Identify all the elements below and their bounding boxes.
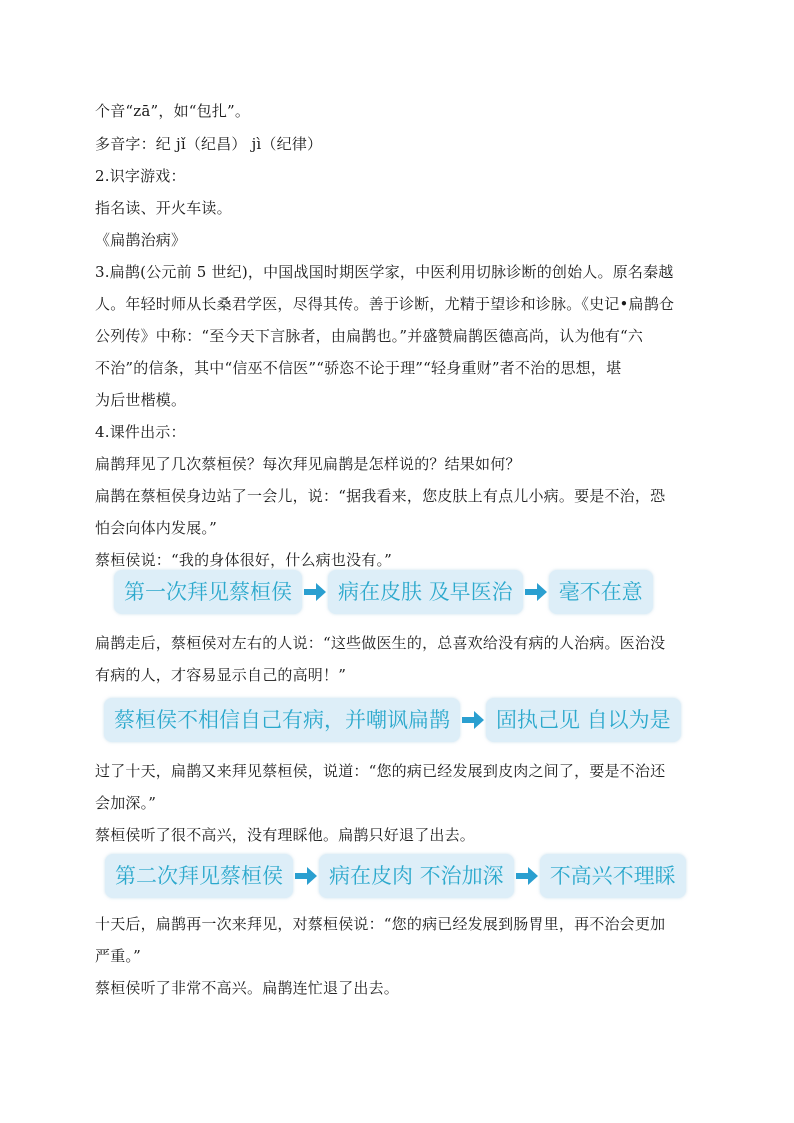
text-line: 蔡桓侯听了很不高兴，没有理睬他。扁鹊只好退了出去。 [95,826,476,844]
flow-box: 固执己见 自以为是 [486,698,681,742]
flow-box: 不高兴不理睬 [540,854,686,898]
text-line: 个音“zā”，如“包扎”。 [95,102,251,120]
text-line: 怕会向体内发展。” [95,519,217,537]
flow-diagram-first-visit [114,570,653,614]
flow-box: 蔡桓侯不相信自己有病，并嘲讽扁鹊 [104,698,460,742]
text-line: 人。年轻时师从长桑君学医，尽得其传。善于诊断，尤精于望诊和诊脉。《史记•扁鹊仓 [95,295,675,313]
right-arrow-icon [302,570,328,614]
text-line: 指名读、开火车读。 [95,199,232,217]
section-heading: 4.课件出示： [95,423,186,441]
text-line: 扁鹊走后，蔡桓侯对左右的人说：“这些做医生的，总喜欢给没有病的人治病。医治没 [95,634,666,652]
flow-box: 毫不在意 [549,570,653,614]
right-arrow-icon [460,698,486,742]
right-arrow-icon [293,854,319,898]
text-line: 多音字：纪 jǐ（纪昌） jì（纪律） [95,135,323,153]
flow-box: 病在皮肉 不治加深 [319,854,514,898]
text-line: 蔡桓侯听了非常不高兴。扁鹊连忙退了出去。 [95,979,400,997]
text-line: 有病的人，才容易显示自己的高明！” [95,666,347,684]
text-line: 会加深。” [95,794,157,812]
flow-box: 第二次拜见蔡桓侯 [105,854,293,898]
section-heading: 2.识字游戏： [95,167,186,185]
text-line: 为后世楷模。 [95,391,187,409]
text-line: 公列传》中称：“至今天下言脉者，由扁鹊也。”并盛赞扁鹊医德高尚，认为他有“六 [95,327,644,345]
flow-box: 第一次拜见蔡桓侯 [114,570,302,614]
text-line: 3.扁鹊(公元前 5 世纪)，中国战国时期医学家，中医利用切脉诊断的创始人。原名秦越 [95,263,674,281]
flow-box: 病在皮肤 及早医治 [328,570,523,614]
right-arrow-icon [514,854,540,898]
text-line: 不治”的信条，其中“信巫不信医”“骄恣不论于理”“轻身重财”者不治的思想，堪 [95,359,622,377]
text-line: 扁鹊在蔡桓侯身边站了一会儿，说：“据我看来，您皮肤上有点儿小病。要是不治，恐 [95,487,666,505]
text-line: 蔡桓侯说：“我的身体很好，什么病也没有。” [95,551,393,569]
text-line: 十天后，扁鹊再一次来拜见，对蔡桓侯说：“您的病已经发展到肠胃里，再不治会更加 [95,915,666,933]
flow-diagram-second-visit [105,854,686,898]
text-line: 过了十天，扁鹊又来拜见蔡桓侯，说道：“您的病已经发展到皮肉之间了，要是不治还 [95,762,666,780]
text-line: 扁鹊拜见了几次蔡桓侯？每次拜见扁鹊是怎样说的？结果如何？ [95,455,521,473]
text-line: 严重。” [95,947,141,965]
flow-diagram-reaction [104,698,681,742]
lesson-title: 《扁鹊治病》 [95,231,187,249]
right-arrow-icon [523,570,549,614]
